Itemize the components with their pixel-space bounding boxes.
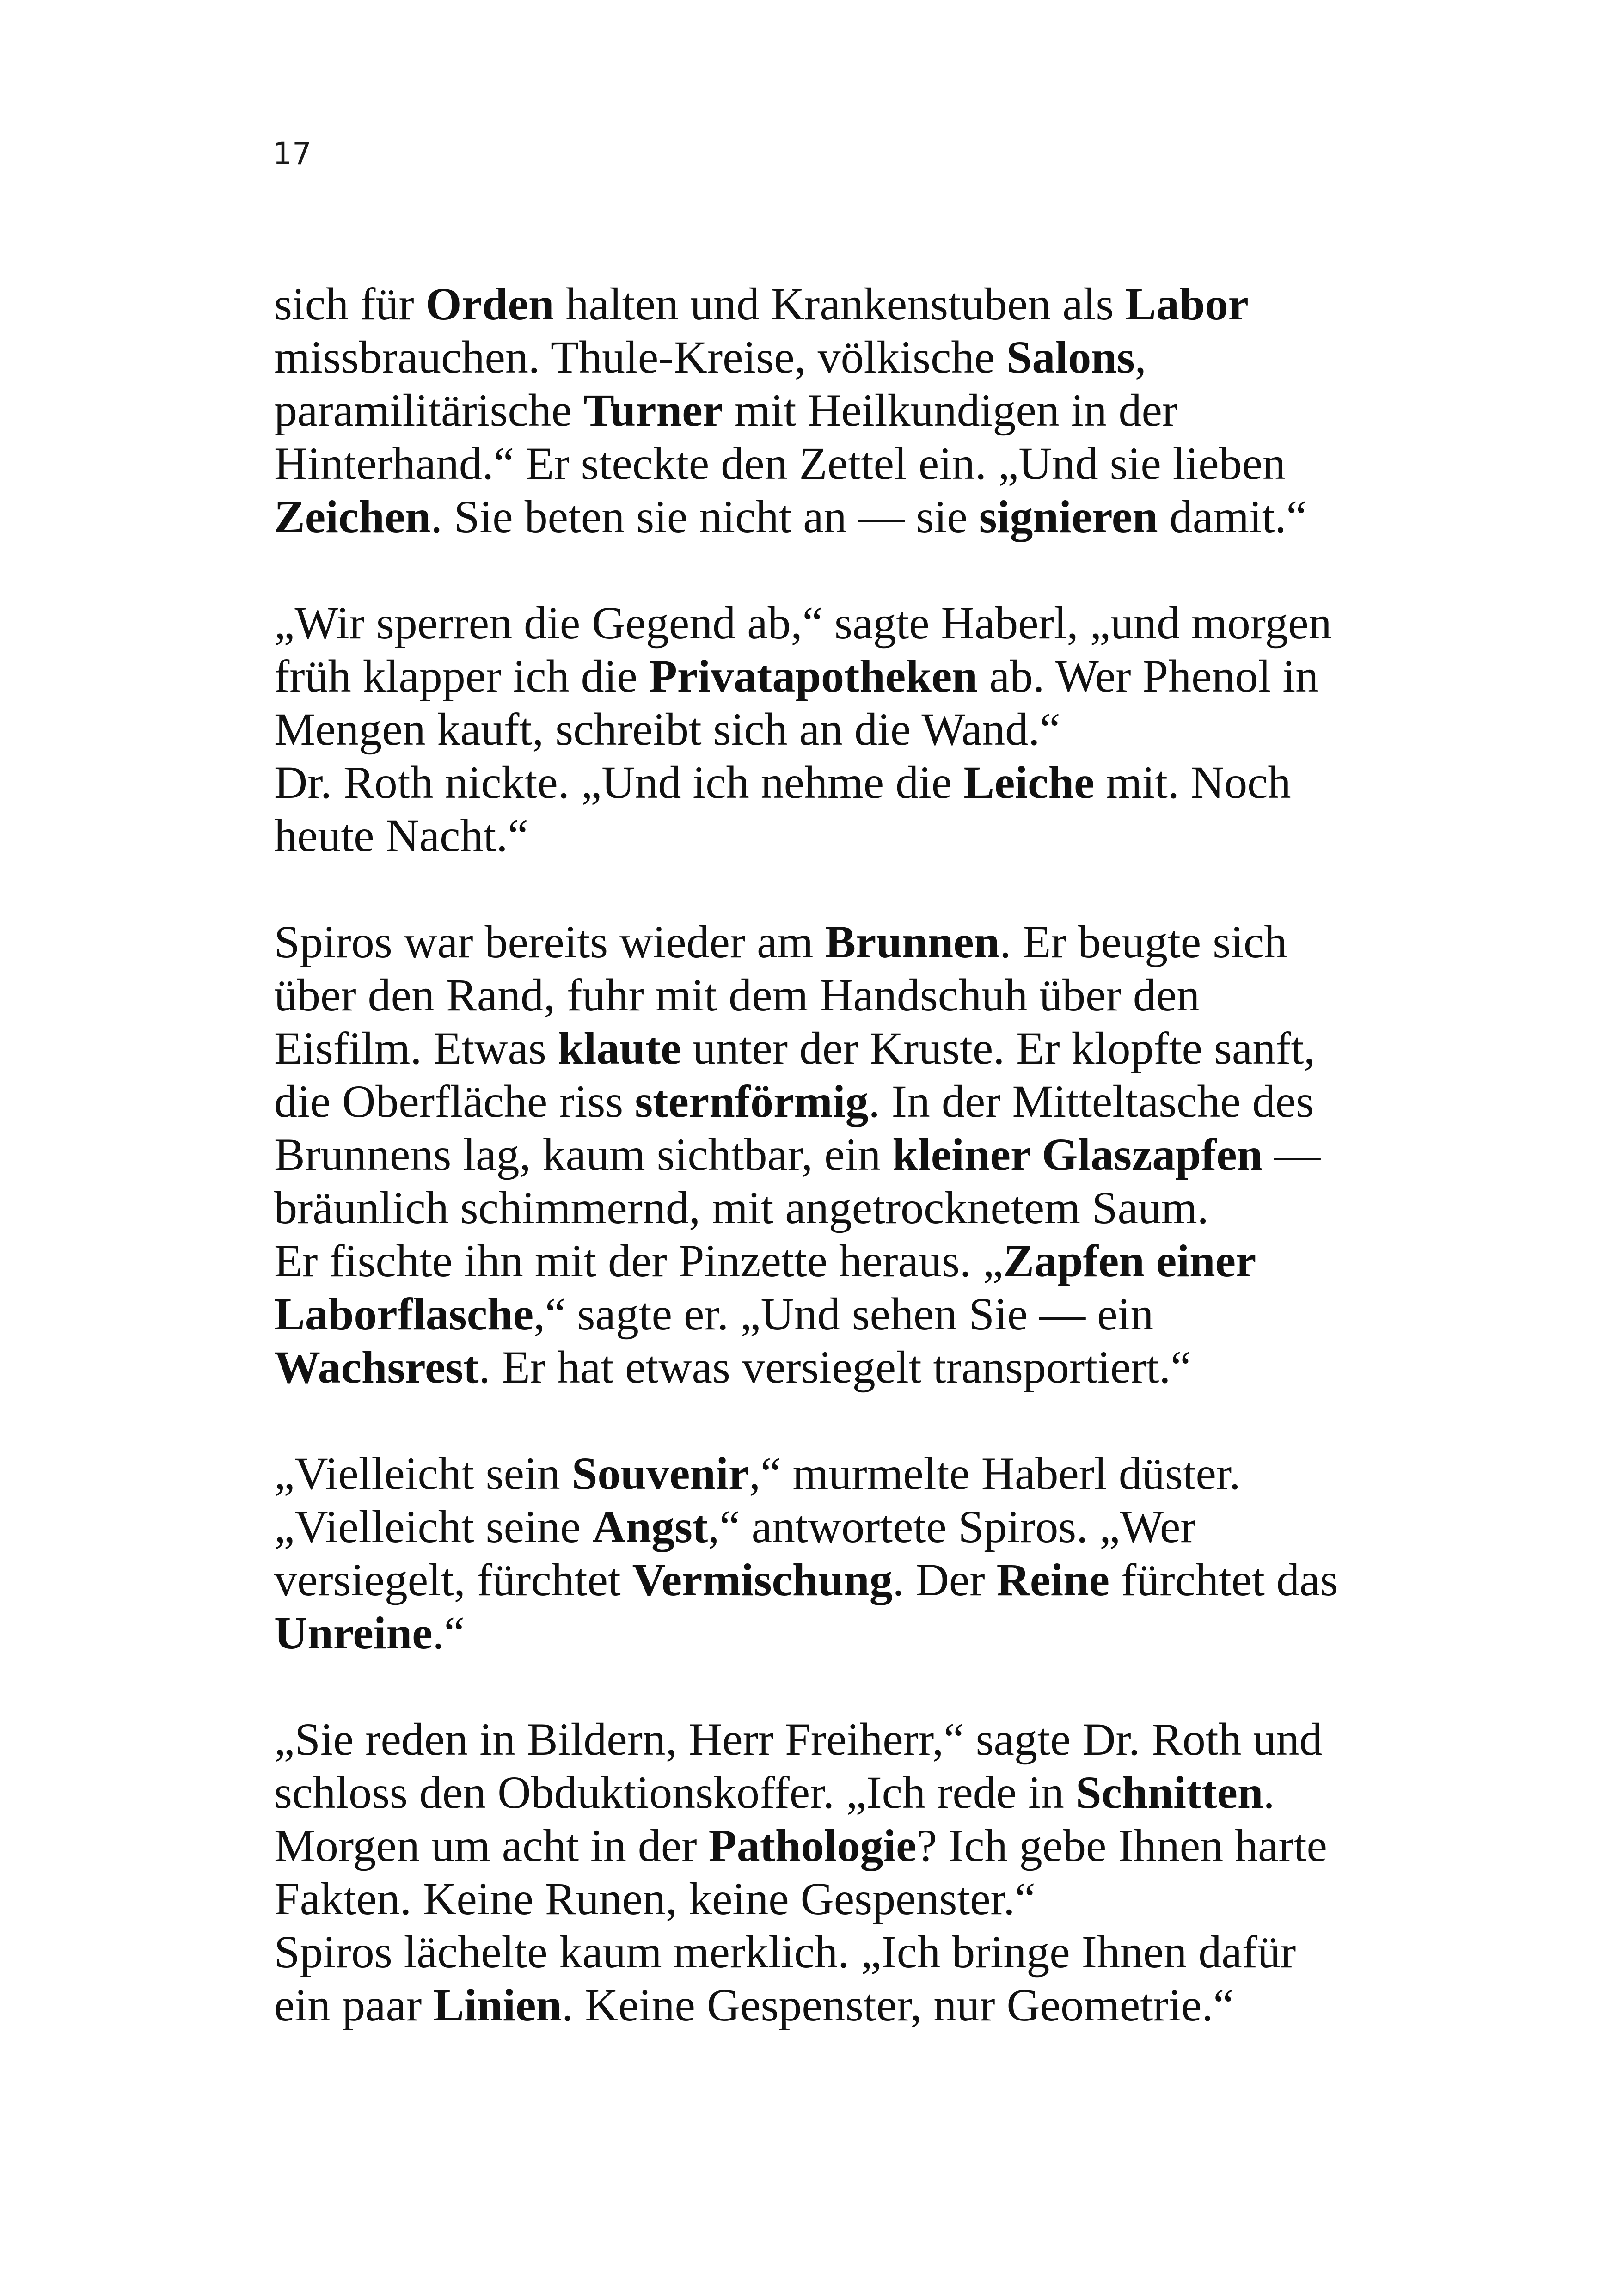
text-line: [274, 1872, 1476, 1925]
text-run: schloss den Obduktionskoffer. „Ich rede in: [274, 1767, 1076, 1818]
text-run: unter der Kruste. Er klopfte sanft,: [681, 1022, 1316, 1074]
text-line: [274, 1234, 1476, 1287]
text-line: [274, 649, 1476, 703]
text-run: ,: [1134, 331, 1146, 383]
paragraph-gap: [274, 1394, 1476, 1447]
text-run: . Der: [892, 1554, 997, 1605]
text-run: .“: [432, 1607, 465, 1659]
text-run: früh klapper ich die: [274, 650, 649, 702]
text-run: versiegelt, fürchtet: [274, 1554, 632, 1605]
text-line: [274, 703, 1476, 756]
text-line: [274, 1978, 1476, 2032]
bold-term: Salons: [1006, 331, 1135, 383]
text-line: [274, 1766, 1476, 1819]
text-run: ? Ich gebe Ihnen harte: [916, 1820, 1327, 1871]
text-run: mit Heilkundigen in der: [723, 385, 1178, 436]
text-line: [274, 1022, 1476, 1075]
paragraph-gap: [274, 543, 1476, 596]
text-run: „Vielleicht sein: [274, 1448, 572, 1499]
body-text: [274, 277, 1476, 2032]
text-run: Fakten. Keine Runen, keine Gespenster.“: [274, 1873, 1036, 1924]
text-line: [274, 490, 1476, 543]
text-line: [274, 1713, 1476, 1766]
text-line: [274, 384, 1476, 437]
text-line: [274, 1925, 1476, 1978]
bold-term: Leiche: [963, 757, 1095, 808]
text-line: [274, 756, 1476, 809]
text-line: [274, 1341, 1476, 1394]
text-run: heute Nacht.“: [274, 810, 528, 861]
text-line: [274, 968, 1476, 1022]
bold-term: Laborflasche: [274, 1288, 534, 1340]
bold-term: Vermischung: [632, 1554, 893, 1605]
paragraph: [274, 277, 1476, 543]
bold-term: Angst: [592, 1501, 708, 1552]
bold-term: signieren: [979, 491, 1158, 542]
text-run: ,“ murmelte Haberl düster.: [749, 1448, 1241, 1499]
text-line: [274, 809, 1476, 862]
bold-term: Pathologie: [708, 1820, 917, 1871]
bold-term: Wachsrest: [274, 1341, 479, 1393]
text-run: die Oberfläche riss: [274, 1076, 635, 1127]
bold-term: Unreine: [274, 1607, 433, 1659]
text-run: „Vielleicht seine: [274, 1501, 593, 1552]
text-run: . Keine Gespenster, nur Geometrie.“: [562, 1979, 1234, 2031]
text-line: [274, 596, 1476, 649]
paragraph: [274, 1447, 1476, 1659]
text-run: damit.“: [1158, 491, 1307, 542]
bold-term: Souvenir: [571, 1448, 749, 1499]
page-number: 17: [273, 136, 312, 171]
text-line: [274, 1128, 1476, 1181]
text-run: ,“ sagte er. „Und sehen Sie — ein: [533, 1288, 1154, 1340]
text-run: bräunlich schimmernd, mit angetrocknetem Saum.: [274, 1182, 1209, 1233]
text-line: [274, 1181, 1476, 1234]
text-run: paramilitärische: [274, 385, 584, 436]
text-run: ,“ antwortete Spiros. „Wer: [708, 1501, 1196, 1552]
text-line: [274, 1500, 1476, 1553]
text-line: [274, 331, 1476, 384]
text-run: . Er hat etwas versiegelt transportiert.“: [478, 1341, 1191, 1393]
text-line: [274, 277, 1476, 331]
paragraph: [274, 1713, 1476, 2032]
bold-term: kleiner Glaszapfen: [892, 1129, 1263, 1180]
text-run: Eisfilm. Etwas: [274, 1022, 558, 1074]
text-run: Spiros lächelte kaum merklich. „Ich bringe Ihnen dafür: [274, 1926, 1296, 1978]
bold-term: Turner: [583, 385, 723, 436]
text-run: . Er beugte sich: [999, 916, 1287, 967]
text-run: „Sie reden in Bildern, Herr Freiherr,“ sagte Dr. Roth und: [274, 1714, 1323, 1765]
text-line: [274, 1447, 1476, 1500]
text-line: [274, 915, 1476, 968]
bold-term: Orden: [425, 278, 554, 330]
bold-term: Labor: [1125, 278, 1249, 330]
bold-term: sternförmig: [635, 1076, 869, 1127]
text-run: Mengen kauft, schreibt sich an die Wand.“: [274, 704, 1060, 755]
bold-term: Reine: [996, 1554, 1110, 1605]
text-run: halten und Krankenstuben als: [554, 278, 1126, 330]
text-line: [274, 437, 1476, 490]
paragraph-gap: [274, 862, 1476, 915]
paragraph: [274, 596, 1476, 862]
text-run: Hinterhand.“ Er steckte den Zettel ein. „Und sie lieben: [274, 438, 1286, 489]
paragraph-gap: [274, 1659, 1476, 1713]
bold-term: klaute: [558, 1022, 681, 1074]
text-run: Er fischte ihn mit der Pinzette heraus. „: [274, 1235, 1004, 1286]
text-line: [274, 1287, 1476, 1341]
text-run: „Wir sperren die Gegend ab,“ sagte Haberl, „und morgen: [274, 597, 1332, 649]
text-run: Dr. Roth nickte. „Und ich nehme die: [274, 757, 964, 808]
text-run: mit. Noch: [1094, 757, 1291, 808]
bold-term: Linien: [433, 1979, 562, 2031]
bold-term: Brunnen: [825, 916, 1000, 967]
text-run: —: [1263, 1129, 1321, 1180]
text-run: Brunnens lag, kaum sichtbar, ein: [274, 1129, 893, 1180]
text-run: sich für: [274, 278, 426, 330]
text-line: [274, 1553, 1476, 1606]
text-run: missbrauchen. Thule-Kreise, völkische: [274, 331, 1006, 383]
text-run: über den Rand, fuhr mit dem Handschuh über den: [274, 969, 1200, 1021]
text-line: [274, 1075, 1476, 1128]
text-run: ab. Wer Phenol in: [977, 650, 1319, 702]
text-run: . In der Mitteltasche des: [868, 1076, 1314, 1127]
bold-term: Zeichen: [274, 491, 431, 542]
text-run: .: [1263, 1767, 1275, 1818]
text-line: [274, 1606, 1476, 1659]
text-run: Spiros war bereits wieder am: [274, 916, 825, 967]
text-line: [274, 1819, 1476, 1872]
text-run: . Sie beten sie nicht an — sie: [430, 491, 979, 542]
bold-term: Schnitten: [1075, 1767, 1263, 1818]
bold-term: Privatapotheken: [649, 650, 978, 702]
paragraph: [274, 915, 1476, 1394]
text-run: ein paar: [274, 1979, 434, 2031]
text-run: Morgen um acht in der: [274, 1820, 709, 1871]
bold-term: Zapfen einer: [1003, 1235, 1256, 1286]
text-run: fürchtet das: [1109, 1554, 1338, 1605]
